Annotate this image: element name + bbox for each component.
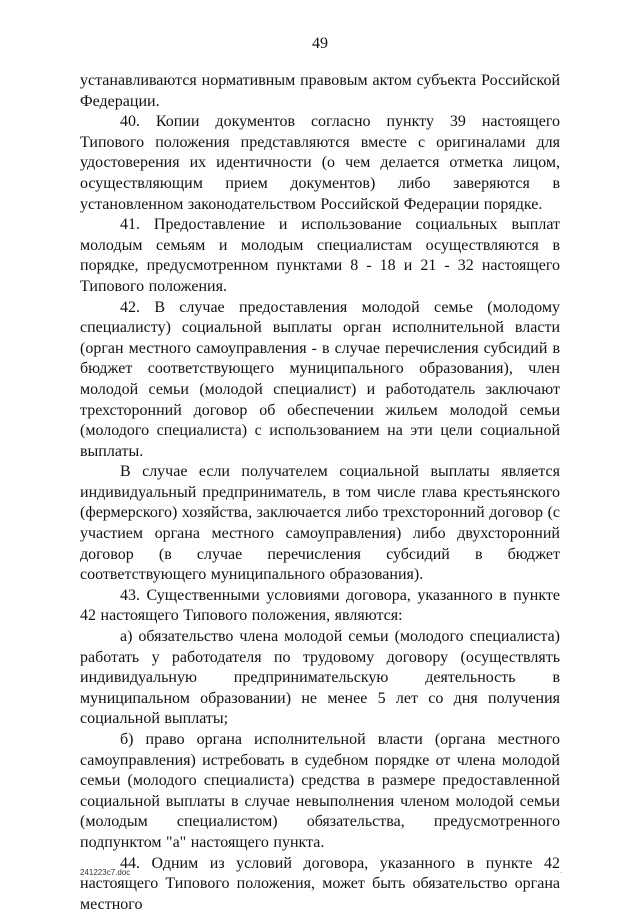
footer-mark: . (560, 866, 563, 875)
paragraph-43: 43. Существенными условиями договора, указанного в пункте 42 настоящего Типового положения, являются: (80, 586, 560, 625)
paragraph-42: 42. В случае предоставления молодой семье (молодому специалисту) социальной выплаты орган исполнительной власти (орган местного самоуправления - в случае перечисления субсидий в бюджет соответствующего муниципального образования), член молодой семьи (молодой специалист) и работодатель заключают трехсторонний договор об обеспечении жильем молодой семьи (молодого специалиста) с использованием на эти цели социальной выплаты. (80, 298, 560, 460)
footer-doc-filename: 241223c7.doc (80, 868, 131, 877)
paragraph-43-a: а) обязательство члена молодой семьи (молодого специалиста) работать у работодателя по трудовому договору (осуществлять индивидуальную предпринимательскую деятельность в муниципальном образовании) не менее 5 лет со дня получения социальной выплаты; (80, 628, 560, 728)
paragraph-continuation: устанавливаются нормативным правовым актом субъекта Российской Федерации. (80, 72, 560, 110)
page-number: 49 (312, 35, 328, 52)
document-body (80, 71, 563, 915)
paragraph-41: 41. Предоставление и использование социальных выплат молодым семьям и молодым специалистам осуществляются в порядке, предусмотренном пунктами 8 - 18 и 21 - 32 настоящего Типового положения. (80, 216, 560, 295)
paragraph-40: 40. Копии документов согласно пункту 39 настоящего Типового положения представляются вместе с оригиналами для удостоверения их идентичности (о чем делается отметка лицом, осуществляющим прием документов) либо заверяются в установленном законодательством Российской Федерации порядке. (80, 113, 560, 213)
paragraph-42-entrepreneur: В случае если получателем социальной выплаты является индивидуальный предприниматель, в том числе глава крестьянского (фермерского) хозяйства, заключается либо трехсторонний договор (с участием органа местного самоуправления) либо двухсторонний договор (в случае перечисления субсидий в бюджет соответствующего муниципального образования). (80, 463, 560, 584)
paragraph-44: 44. Одним из условий договора, указанного в пункте 42 настоящего Типового положения, может быть обязательство органа местного (80, 854, 560, 913)
paragraph-43-b: б) право органа исполнительной власти (органа местного самоуправления) истребовать в судебном порядке от члена молодой семьи (молодого специалиста) средства в размере предоставленной социальной выплаты в случае невыполнения членом молодой семьи (молодым специалистом) обязательства, предусмотренного подпунктом "а" настоящего пункта. (80, 731, 560, 851)
